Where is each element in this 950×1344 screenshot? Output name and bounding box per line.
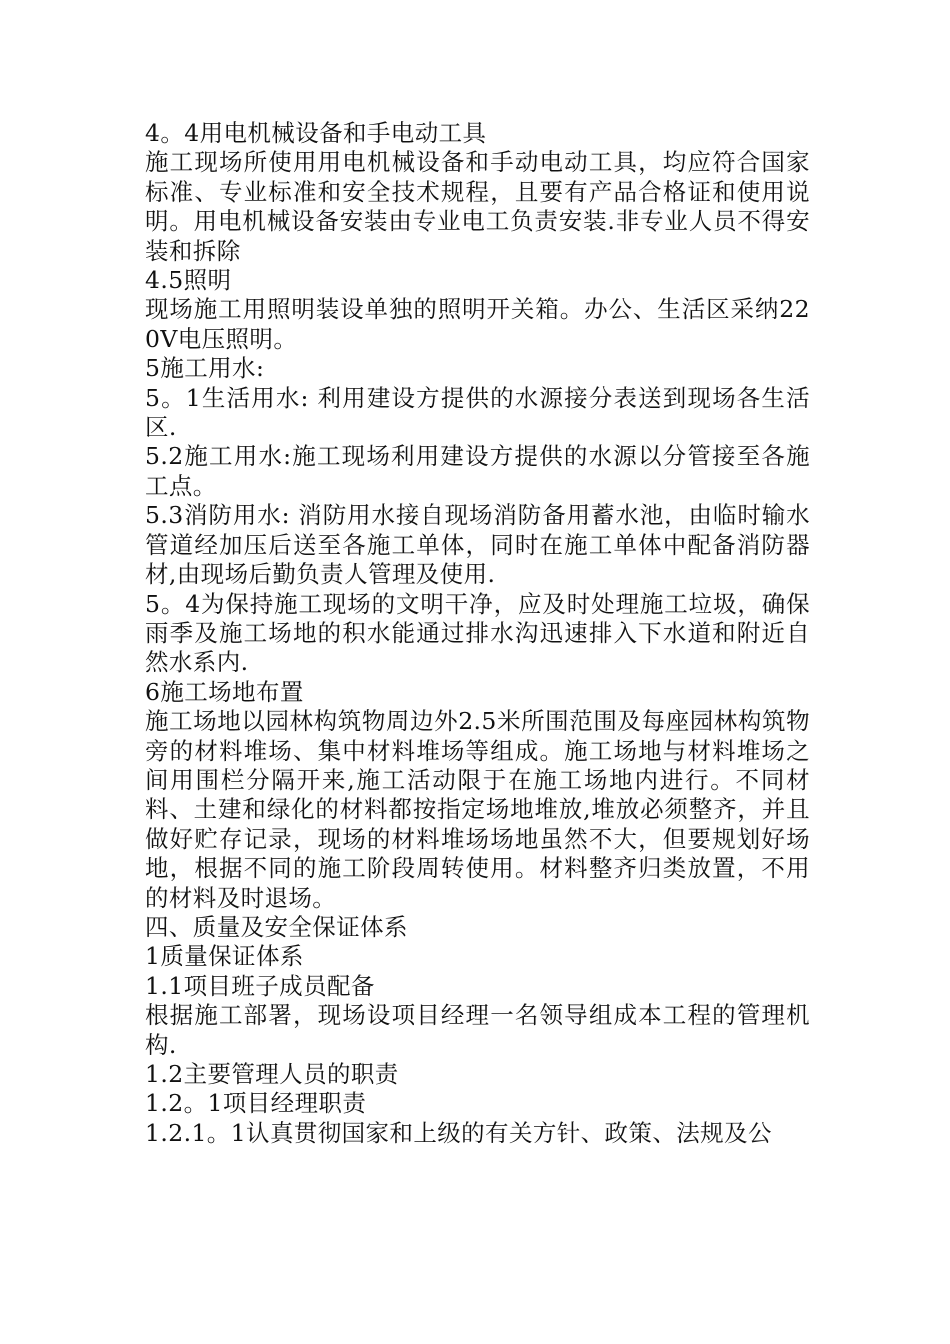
heading-4-4: 4。4用电机械设备和手电动工具 xyxy=(145,119,487,147)
heading-1-2: 1.2主要管理人员的职责 xyxy=(145,1060,399,1088)
paragraph-1-2-1-1: 1.2.1。1认真贯彻国家和上级的有关方针、政策、法规及公 xyxy=(145,1118,772,1147)
heading-1: 1质量保证体系 xyxy=(145,942,304,971)
paragraph-5-2: 5.2施工用水:施工现场利用建设方提供的水源以分管接至各施工点。 xyxy=(145,442,810,500)
paragraph-5-4: 5。4为保持施工现场的文明干净，应及时处理施工垃圾，确保雨季及施工场地的积水能通过排水沟迅速排入下水道和附近自然水系内. xyxy=(145,589,810,677)
paragraph-lighting: 现场施工用照明装设单独的照明开关箱。办公、生活区采纳220V电压照明。 xyxy=(145,295,810,353)
paragraph-5-1: 5。1生活用水: 利用建设方提供的水源接分表送到现场各生活区. xyxy=(145,383,810,442)
heading-1-2-1: 1.2。1项目经理职责 xyxy=(145,1089,367,1118)
heading-section-4: 四、质量及安全保证体系 xyxy=(145,912,408,941)
paragraph-5-3: 5.3消防用水: 消防用水接自现场消防备用蓄水池，由临时输水管道经加压后送至各施工单体，同时在施工单体中配备消防器材,由现场后勤负责人管理及使用. xyxy=(145,501,810,589)
heading-4-5: 4.5照明 xyxy=(145,266,232,295)
paragraph-site-layout: 施工场地以园林构筑物周边外2.5米所围范围及每座园林构筑物旁的材料堆场、集中材料堆场等组成。施工场地与材料堆场之间用围栏分隔开来,施工活动限于在施工场地内进行。不同材料、土建和绿化的材料都按指定场地堆放,堆放必须整齐，并且做好贮存记录，现场的材料堆场场地虽然不大，但要规划好场地，根据不同的施工阶段周转使用。材料整齐归类放置，不用的材料及时退场。 xyxy=(145,707,810,912)
paragraph-electrical-tools: 施工现场所使用用电机械设备和手动电动工具，均应符合国家标准、专业标准和安全技术规程，且要有产品合格证和使用说明。用电机械设备安装由专业电工负责安装.非专业人员不得安装和拆除 xyxy=(145,148,810,265)
document-body xyxy=(145,119,810,1148)
paragraph-project-team: 根据施工部署，现场设项目经理一名领导组成本工程的管理机构. xyxy=(145,1001,810,1059)
heading-5: 5施工用水: xyxy=(145,354,265,383)
heading-6: 6施工场地布置 xyxy=(145,677,304,706)
heading-1-1: 1.1项目班子成员配备 xyxy=(145,971,375,1000)
